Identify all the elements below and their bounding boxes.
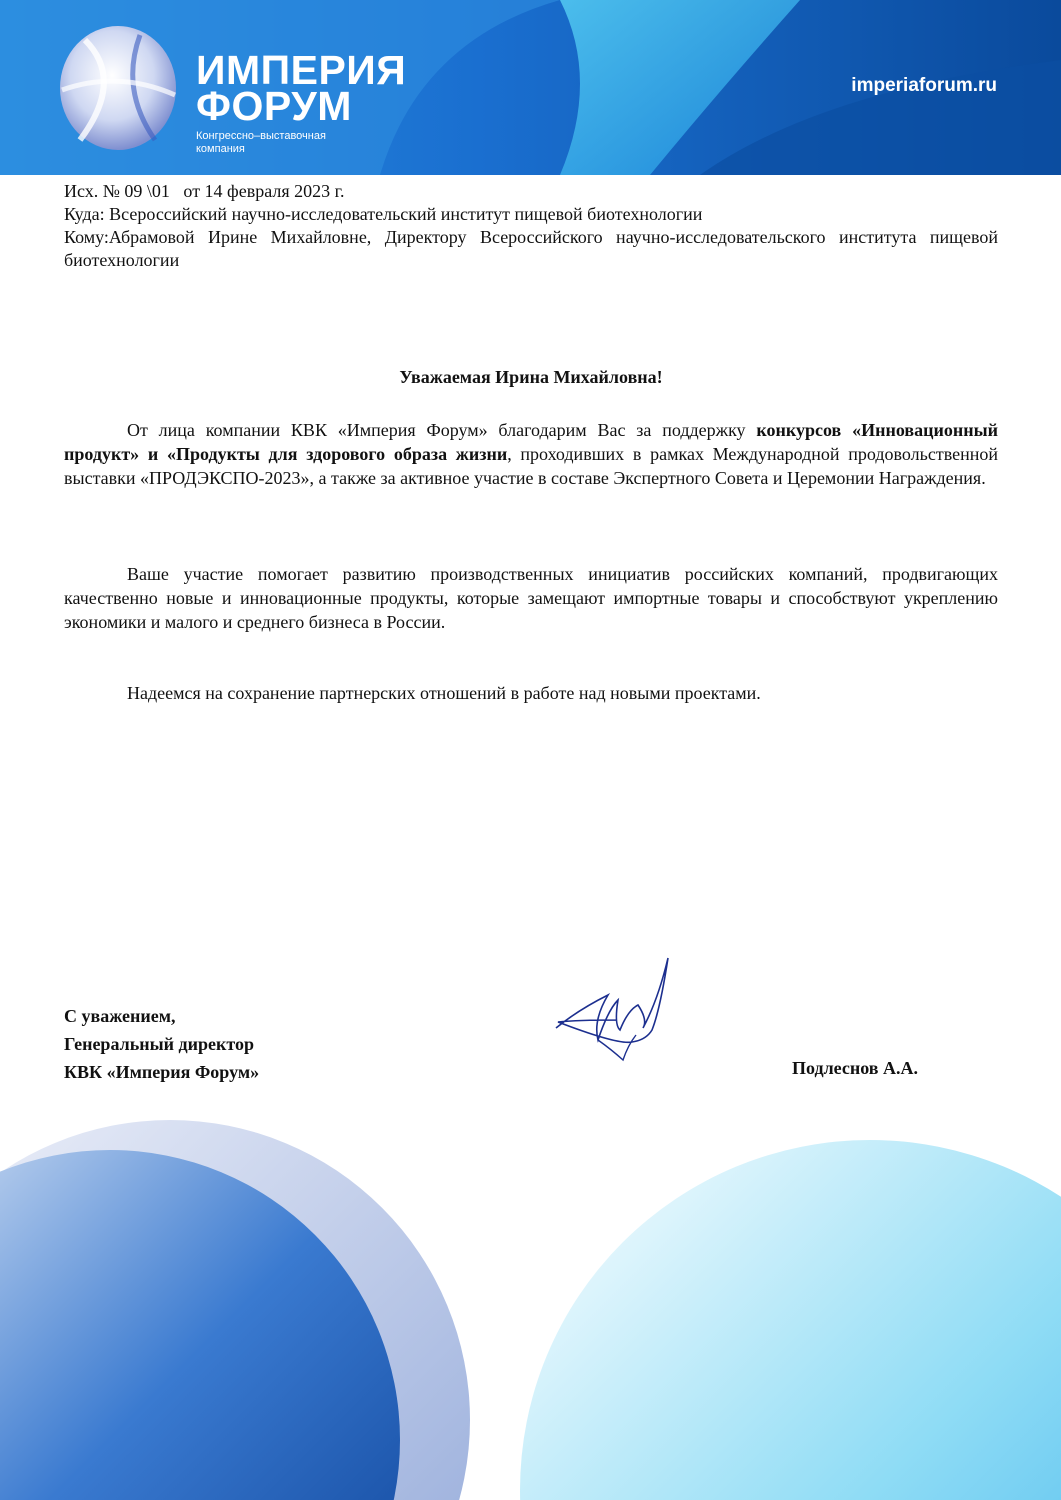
logo-line1: ИМПЕРИЯ: [196, 47, 407, 93]
logo-subtitle2: компания: [196, 143, 245, 155]
closing-block: [64, 1002, 259, 1086]
logo-subtitle1: Конгрессно–выставочная: [196, 130, 326, 142]
company-logo: [196, 47, 407, 156]
paragraph-1: [64, 418, 998, 490]
signer-name: Подлеснов А.А.: [792, 1058, 919, 1078]
letterhead: [0, 0, 1061, 175]
letter-meta: [64, 180, 998, 272]
reference-line: Исх. № 09 \01 от 14 февраля 2023 г.: [64, 181, 345, 201]
paragraph-2: Ваше участие помогает развитию производственных инициатив российских компаний, продвигающих качественно новые и инновационные продукты, которые замещают импортные товары и способствуют укреплению экономики и малого и среднего бизнеса в России.: [64, 564, 998, 632]
closing-company: КВК «Империя Форум»: [64, 1062, 260, 1082]
logo-line2: ФОРУМ: [196, 83, 352, 129]
paragraph-1-start: От лица компании КВК «Империя Форум» благодарим Вас за поддержку: [127, 420, 757, 440]
website-link[interactable]: imperiaforum.ru: [851, 75, 997, 96]
paragraph-1-end: , проходивших в рамках Международной продовольственной выставки «ПРОДЭКСПО-2023», а также за активное участие в составе Экспертного Совета и Церемонии Награждения.: [64, 444, 998, 488]
salutation: Уважаемая Ирина Михайловна!: [399, 367, 663, 387]
logo-orb-icon: [60, 26, 176, 150]
paragraph-3: Надеемся на сохранение партнерских отношений в работе над новыми проектами.: [127, 683, 761, 703]
signature-icon: [548, 950, 678, 1065]
closing-regards: С уважением,: [64, 1006, 176, 1026]
paragraph-1-bold: конкурсов «Инновационный продукт» и «Продукты для здорового образа жизни: [64, 420, 999, 464]
closing-title: Генеральный директор: [64, 1034, 254, 1054]
recipient-line: Кому:Абрамовой Ирине Михайловне, Директору Всероссийского научно-исследовательского института пищевой биотехнологии: [64, 227, 998, 270]
footer-decoration: [0, 1090, 1061, 1500]
destination-line: Куда: Всероссийский научно-исследовательский институт пищевой биотехнологии: [64, 204, 703, 224]
